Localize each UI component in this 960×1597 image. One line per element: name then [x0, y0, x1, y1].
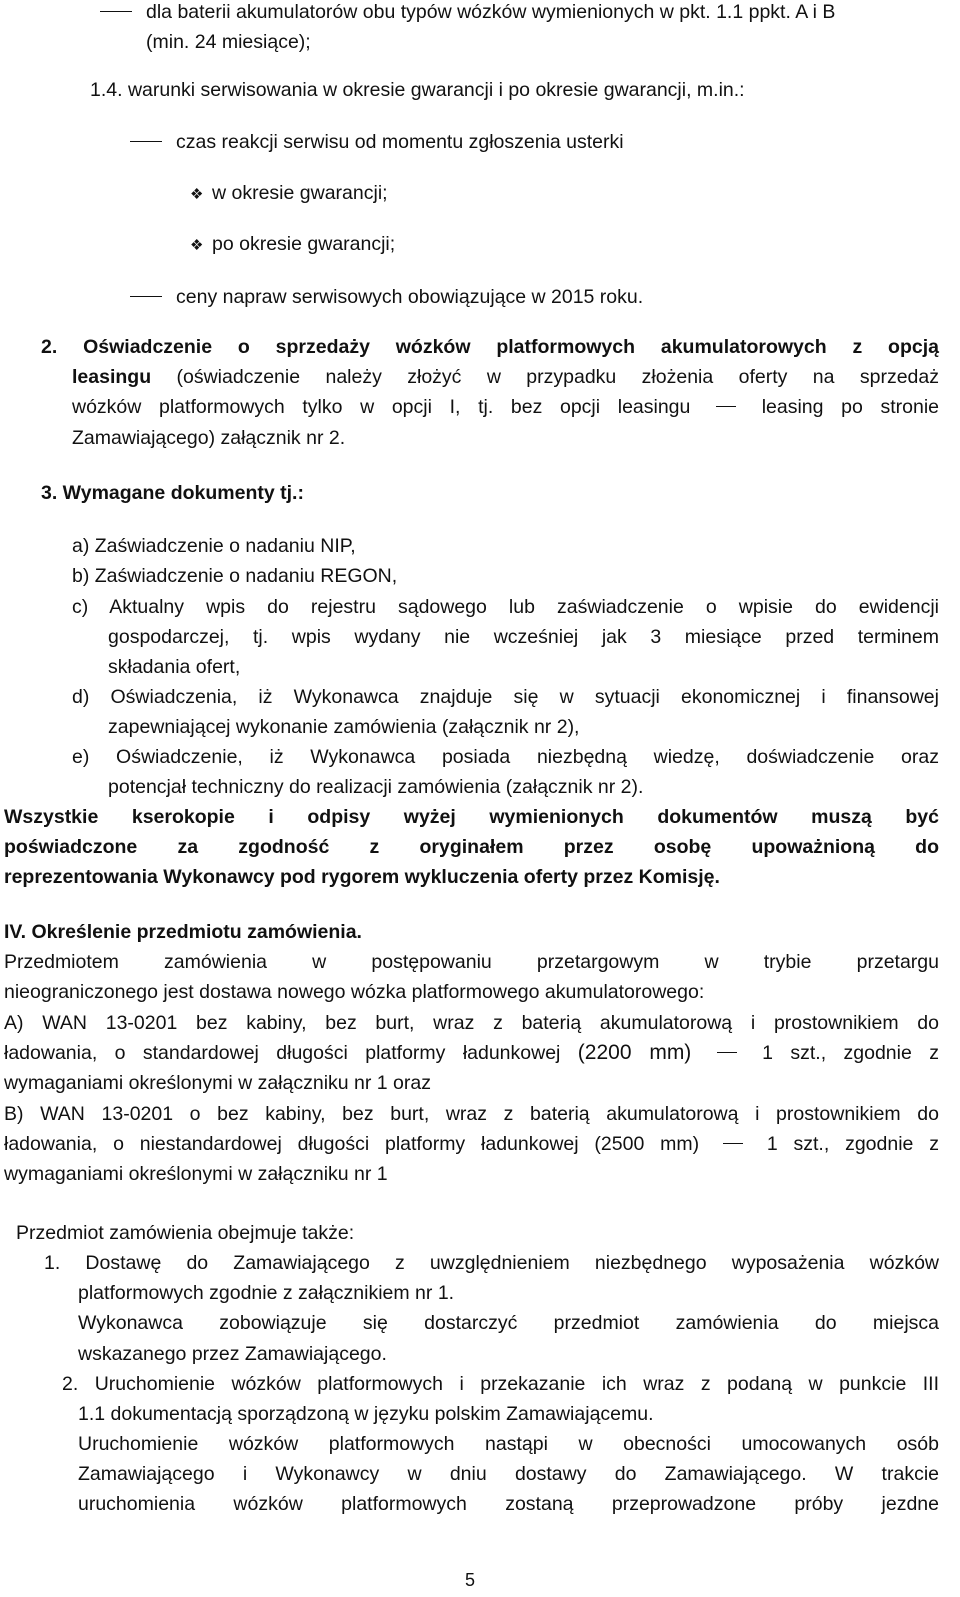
section-iv-line: wymaganiami określonymi w załączniku nr 1 [4, 1163, 388, 1185]
section-2-line: wózków platformowych tylko w opcji I, tj. bez opcji leasingu leasing po stronie [72, 396, 939, 418]
dash-bullet-icon [130, 296, 162, 297]
diamond-bullet-item: ❖ po okresie gwarancji; [190, 229, 395, 261]
dash-icon [716, 406, 736, 407]
numbered-item-continuation: Uruchomienie wózków platformowych nastąpi w obecności umocowanych osób [78, 1433, 939, 1455]
diamond-bullet-icon: ❖ [190, 237, 204, 254]
section-iv-line: Przedmiotem zamówienia w postępowaniu przetargowym w trybie przetargu [4, 951, 939, 973]
numbered-item-continuation: Wykonawca zobowiązuje się dostarczyć przedmiot zamówienia do miejsca [78, 1312, 939, 1334]
section-iv-heading: IV. Określenie przedmiotu zamówienia. [4, 921, 362, 943]
numbered-item-continuation: Zamawiającego i Wykonawcy w dniu dostawy do Zamawiającego. W trakcie [78, 1463, 939, 1485]
section-3-heading: 3. Wymagane dokumenty tj.: [41, 482, 304, 504]
dash-icon [723, 1143, 743, 1144]
section-iv-line: ładowania, o standardowej długości platformy ładunkowej (2200 mm) 1 szt., zgodnie z [4, 1041, 939, 1064]
document-item-continuation: zapewniającej wykonanie zamówienia (załącznik nr 2), [108, 716, 580, 738]
document-item: c) Aktualny wpis do rejestru sądowego lub zaświadczenie o wpisie do ewidencji [72, 596, 939, 618]
numbered-item-continuation: 1.1 dokumentacją sporządzoną w języku polskim Zamawiającemu. [78, 1403, 654, 1425]
document-item: a) Zaświadczenie o nadaniu NIP, [72, 535, 356, 557]
numbered-item: 2. Uruchomienie wózków platformowych i przekazanie ich wraz z podaną w punkcie III [62, 1373, 939, 1395]
diamond-bullet-item: ❖ w okresie gwarancji; [190, 178, 388, 210]
bullet-continuation: (min. 24 miesiące); [146, 31, 311, 53]
also-includes: Przedmiot zamówienia obejmuje także: [16, 1222, 355, 1244]
item-1-4: 1.4. warunki serwisowania w okresie gwarancji i po okresie gwarancji, m.in.: [90, 79, 745, 101]
dash-bullet-item: dla baterii akumulatorów obu typów wózków wymienionych w pkt. 1.1 ppkt. A i B [100, 0, 835, 27]
dash-bullet-icon [130, 141, 162, 142]
document-item: d) Oświadczenia, iż Wykonawca znajduje się w sytuacji ekonomicznej i finansowej [72, 686, 939, 708]
section-iv-line: ładowania, o niestandardowej długości platformy ładunkowej (2500 mm) 1 szt., zgodnie z [4, 1133, 939, 1155]
document-item-continuation: potencjał techniczny do realizacji zamówienia (załącznik nr 2). [108, 776, 644, 798]
document-item-continuation: składania ofert, [108, 656, 241, 678]
numbered-item-continuation: wskazanego przez Zamawiającego. [78, 1343, 387, 1365]
dash-bullet-item: ceny napraw serwisowych obowiązujące w 2015 roku. [130, 282, 643, 312]
document-item-continuation: gospodarczej, tj. wpis wydany nie wcześniej jak 3 miesiące przed terminem [108, 626, 939, 648]
numbered-item-continuation: uruchomienia wózków platformowych zostaną przeprowadzone próby jezdne [78, 1493, 939, 1515]
page-number: 5 [465, 1570, 476, 1590]
section-2-line: Zamawiającego) załącznik nr 2. [72, 427, 346, 449]
section-2-line: leasingu (oświadczenie należy złożyć w przypadku złożenia oferty na sprzedaż [72, 366, 940, 388]
numbered-item: 1. Dostawę do Zamawiającego z uwzględnieniem niezbędnego wyposażenia wózków [44, 1252, 939, 1274]
document-item: e) Oświadczenie, iż Wykonawca posiada niezbędną wiedzę, doświadczenie oraz [72, 746, 939, 768]
section-2-heading: 2. Oświadczenie o sprzedaży wózków platformowych akumulatorowych z opcją [41, 336, 939, 358]
section-iv-line: A) WAN 13-0201 bez kabiny, bez burt, wraz z baterią akumulatorową i prostownikiem do [4, 1012, 939, 1034]
copies-note-line: reprezentowania Wykonawcy pod rygorem wykluczenia oferty przez Komisję. [4, 866, 720, 888]
section-iv-line: nieograniczonego jest dostawa nowego wózka platformowego akumulatorowego: [4, 981, 705, 1003]
copies-note-line: Wszystkie kserokopie i odpisy wyżej wymienionych dokumentów muszą być [4, 806, 939, 828]
dash-bullet-icon [100, 11, 132, 12]
dash-bullet-item: czas reakcji serwisu od momentu zgłoszenia usterki [130, 127, 624, 157]
document-item: b) Zaświadczenie o nadaniu REGON, [72, 565, 398, 587]
diamond-bullet-icon: ❖ [190, 186, 204, 203]
numbered-item-continuation: platformowych zgodnie z załącznikiem nr 1. [78, 1282, 455, 1304]
section-iv-line: wymaganiami określonymi w załączniku nr 1 oraz [4, 1072, 431, 1094]
section-iv-line: B) WAN 13-0201 o bez kabiny, bez burt, wraz z baterią akumulatorową i prostownikiem do [4, 1103, 939, 1125]
copies-note-line: poświadczone za zgodność z oryginałem przez osobę upoważnioną do [4, 836, 939, 858]
dash-icon [717, 1052, 737, 1053]
